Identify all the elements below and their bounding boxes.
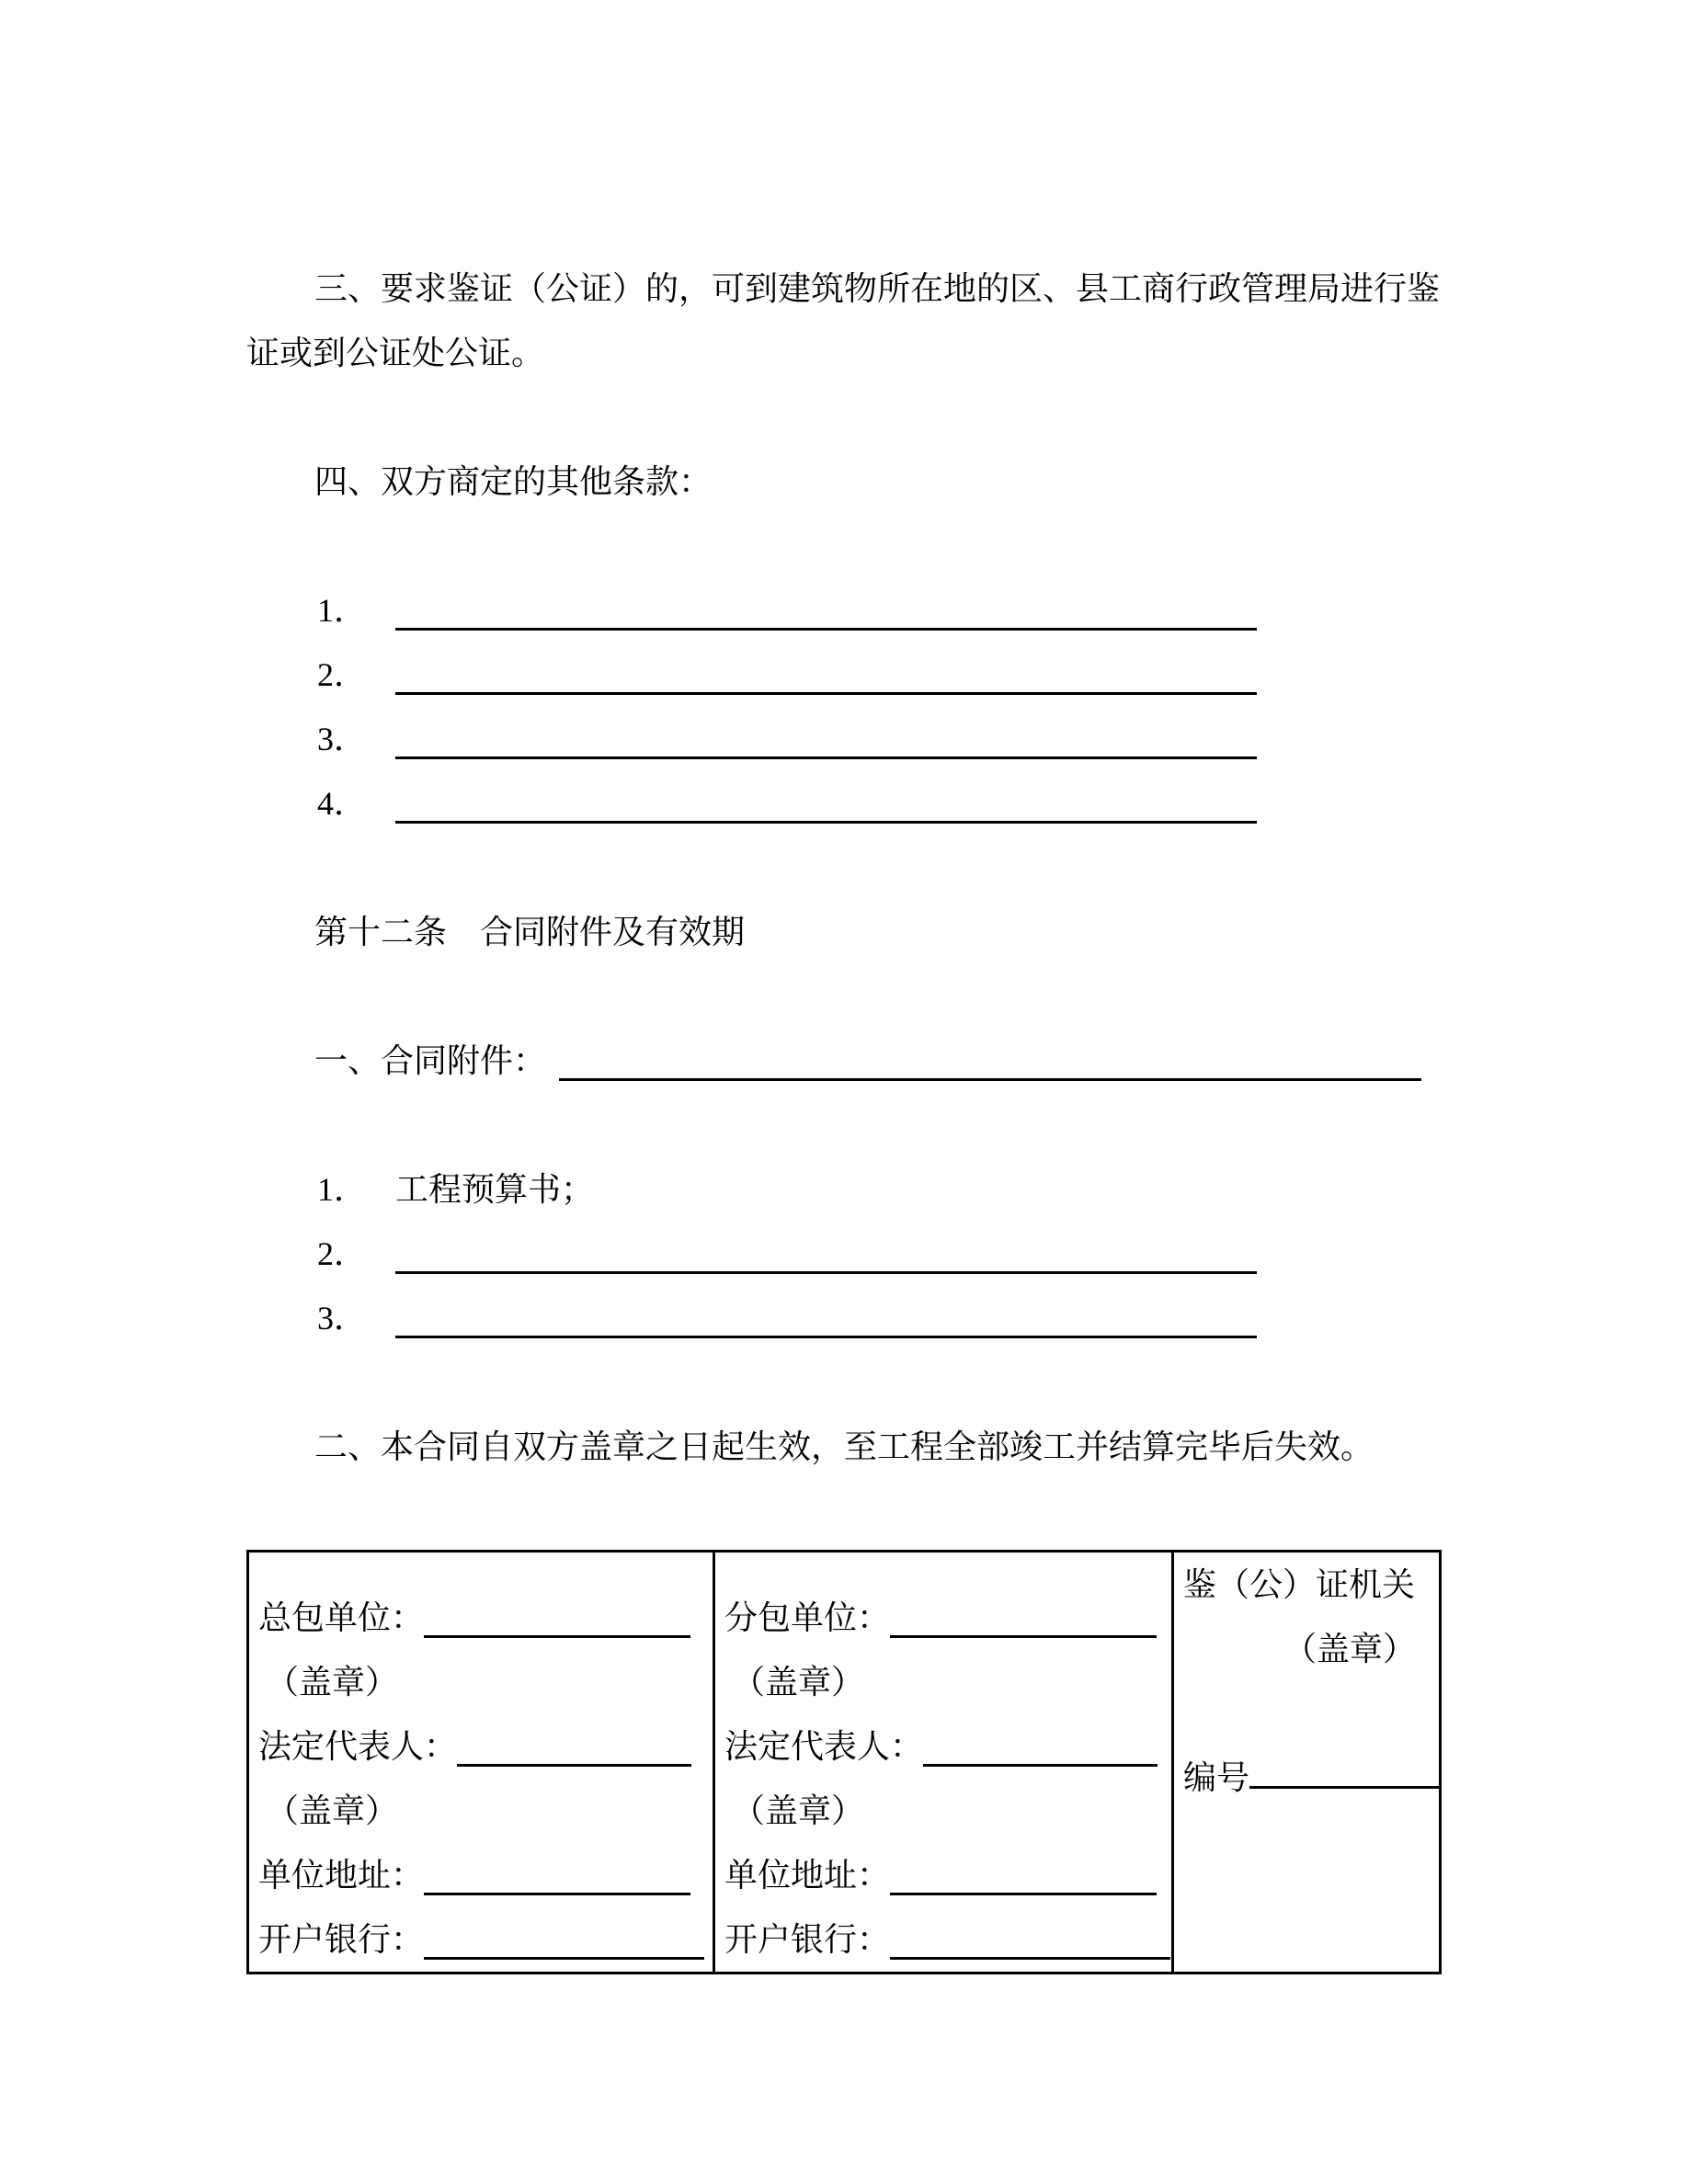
signature-table	[246, 1550, 1442, 1974]
general-bank-label: 开户银行：	[258, 1921, 425, 1958]
general-unit-label: 总包单位：	[258, 1599, 425, 1636]
blank-line	[246, 1350, 1442, 1415]
sub-address-label: 单位地址：	[724, 1857, 891, 1894]
table-row	[258, 1907, 713, 1972]
attachment-item-text: 工程预算书；	[395, 1171, 595, 1208]
fill-in-blank	[1249, 1749, 1439, 1789]
table-row	[724, 1586, 1171, 1650]
table-row	[258, 1586, 713, 1650]
notary-title: 鉴（公）证机关	[1183, 1566, 1416, 1603]
fill-in-blank	[923, 1727, 1158, 1767]
fill-in-blank	[395, 591, 1257, 631]
fill-in-blank	[395, 720, 1257, 759]
attachment-item-2	[246, 1222, 1442, 1286]
sub-bank-label: 开户银行：	[724, 1921, 891, 1958]
item-number: 2．	[317, 656, 368, 693]
table-row	[258, 1714, 713, 1779]
fill-in-blank	[424, 1598, 690, 1638]
article12-heading: 第十二条 合同附件及有效期	[314, 914, 746, 950]
fill-in-blank	[395, 655, 1257, 695]
notary-cell	[1171, 1553, 1439, 1972]
effective-clause: 二、本合同自双方盖章之日起生效，至工程全部竣工并结算完毕后失效。	[314, 1428, 1374, 1465]
blank-line	[246, 1479, 1442, 1550]
item-number: 1．	[317, 592, 368, 629]
notarization-clause-line1: 三、要求鉴证（公证）的，可到建筑物所在地的区、县工商行政管理局进行鉴	[314, 270, 1441, 307]
fill-in-blank	[457, 1727, 691, 1767]
table-row	[724, 1843, 1171, 1907]
seal-note: （盖章）	[266, 1792, 399, 1829]
item-number: 2．	[317, 1235, 368, 1272]
item-number: 3．	[317, 1300, 368, 1337]
empty-row	[1183, 1681, 1439, 1746]
table-row	[724, 1714, 1171, 1779]
fill-in-blank	[890, 1856, 1157, 1895]
attachments-line	[246, 1029, 1442, 1093]
sub-rep-label: 法定代表人：	[724, 1728, 924, 1765]
item-number: 3．	[317, 721, 368, 757]
attachment-item-3	[246, 1286, 1442, 1350]
fill-in-blank	[424, 1920, 704, 1960]
blank-line	[246, 385, 1442, 449]
fill-in-blank	[395, 784, 1257, 824]
item-number: 4．	[317, 785, 368, 822]
fill-in-blank	[890, 1920, 1170, 1960]
seal-note: （盖章）	[732, 1792, 865, 1829]
notarization-clause-line2: 证或到公证处公证。	[246, 335, 545, 371]
blank-line	[246, 1093, 1442, 1157]
fill-in-blank	[424, 1856, 690, 1895]
top-margin	[246, 0, 1442, 256]
notary-number-label: 编号	[1183, 1759, 1250, 1796]
general-address-label: 单位地址：	[258, 1857, 425, 1894]
other-terms-item-4	[246, 771, 1442, 836]
item-number: 1．	[317, 1171, 368, 1208]
sub-contractor-cell	[713, 1553, 1171, 1972]
blank-line	[246, 514, 1442, 578]
table-row	[724, 1907, 1171, 1972]
other-terms-item-3	[246, 707, 1442, 771]
other-terms-item-2	[246, 643, 1442, 707]
sub-unit-label: 分包单位：	[724, 1599, 891, 1636]
seal-note: （盖章）	[266, 1664, 399, 1701]
document-content	[246, 0, 1442, 1974]
fill-in-blank	[395, 1299, 1257, 1338]
seal-note: （盖章）	[1283, 1631, 1416, 1667]
attachment-item-1	[246, 1157, 1442, 1222]
attachments-label: 一、合同附件：	[314, 1042, 547, 1079]
general-rep-label: 法定代表人：	[258, 1728, 458, 1765]
fill-in-blank	[395, 1234, 1257, 1274]
notary-number-row	[1183, 1746, 1439, 1810]
blank-line	[246, 964, 1442, 1029]
fill-in-blank	[890, 1598, 1157, 1638]
blank-line	[246, 836, 1442, 900]
other-terms-item-1	[246, 578, 1442, 643]
other-terms-heading: 四、双方商定的其他条款：	[314, 463, 713, 500]
general-contractor-cell	[249, 1553, 713, 1972]
table-row	[258, 1843, 713, 1907]
fill-in-blank	[559, 1041, 1421, 1081]
seal-note: （盖章）	[732, 1664, 865, 1701]
